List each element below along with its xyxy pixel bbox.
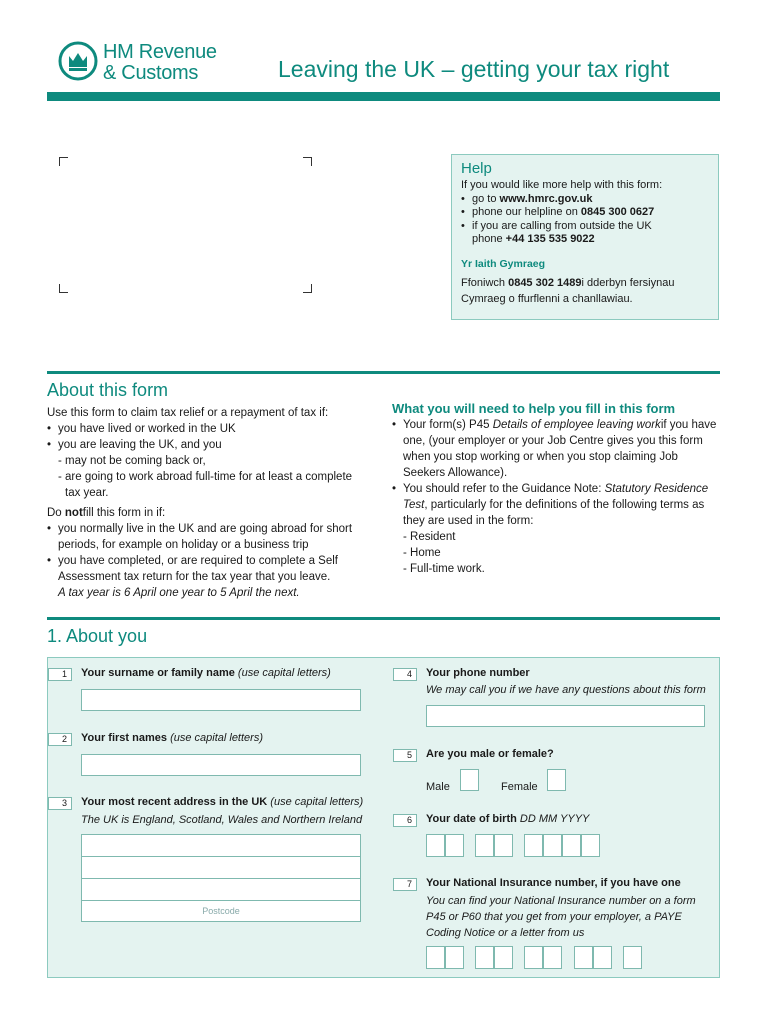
first-names-label-text: Your first names [81, 732, 167, 744]
header-divider [47, 92, 720, 101]
question-number: 5 [393, 749, 417, 762]
ni-char-box[interactable] [494, 946, 513, 969]
crop-mark-top-left [59, 157, 68, 166]
exclusion-list [47, 521, 367, 601]
ni-char-box[interactable] [593, 946, 612, 969]
need-heading: What you will need to help you fill in this form [392, 401, 676, 416]
help-box [451, 154, 719, 320]
male-checkbox[interactable] [460, 769, 479, 791]
ni-char-box[interactable] [426, 946, 445, 969]
welsh-prefix: Ffoniwch [461, 276, 509, 289]
postcode-label: Postcode [202, 906, 240, 916]
help-list [461, 193, 709, 247]
need-p45-suffix: if you have one, (your employer or your Job Centre gives you this form when you stop working or when you stop claiming Job Seekers Allowance). [403, 419, 717, 479]
help-item-helpline-text: phone our helpline on [472, 206, 581, 219]
female-checkbox[interactable] [547, 769, 566, 791]
question-number: 1 [48, 668, 72, 681]
crown-emblem-icon [58, 40, 98, 82]
address-label-text: Your most recent address in the UK [81, 796, 268, 808]
address-label-note: (use capital letters) [270, 796, 364, 808]
need-item-p45 [392, 417, 722, 481]
about-title: About this form [47, 380, 169, 400]
address-label [81, 796, 363, 808]
ni-char-box[interactable] [524, 946, 543, 969]
need-guidance-prefix: You should refer to the Guidance Note: [403, 483, 605, 495]
criteria-subitem: - are going to work abroad full-time for at least a complete tax year. [58, 471, 353, 499]
need-guidance-title: Statutory Residence Test [403, 483, 709, 511]
section1-title: 1. About you [47, 626, 148, 646]
phone-hint: We may call you if we have any questions about this form [426, 684, 706, 696]
first-names-label [81, 732, 263, 744]
dob-format: DD MM YYYY [519, 813, 590, 825]
dob-digit-box[interactable] [494, 834, 513, 857]
need-list [392, 417, 722, 529]
crop-mark-bottom-left [59, 284, 68, 293]
ni-number-input-group [426, 946, 646, 970]
help-item-helpline [461, 206, 709, 219]
male-label: Male [426, 781, 450, 793]
tax-year-note: A tax year is 6 April one year to 5 April the next. [58, 587, 300, 599]
dob-digit-box[interactable] [426, 834, 445, 857]
surname-input[interactable] [81, 689, 361, 711]
abroad-number: +44 135 535 9022 [505, 233, 595, 246]
logo-line-2: & Customs [103, 62, 199, 84]
crop-mark-top-right [303, 157, 312, 166]
about-divider [47, 371, 720, 374]
address-line-3-input[interactable] [81, 878, 361, 901]
phone-input[interactable] [426, 705, 705, 727]
term-item: - Resident [403, 531, 456, 543]
hmrc-logo [58, 40, 98, 87]
surname-label-text: Your surname or family name [81, 667, 235, 679]
help-intro: If you would like more help with this form: [461, 179, 663, 192]
help-item-website-text: go to [472, 192, 500, 205]
not-heading [47, 505, 367, 521]
section1-divider [47, 617, 720, 620]
help-item-abroad-prefix: phone [472, 233, 506, 246]
exclusion-item: • you normally live in the UK and are going abroad for short periods, for example on holiday or a business trip [47, 521, 367, 553]
address-hint: The UK is England, Scotland, Wales and Northern Ireland [81, 814, 363, 826]
ni-number-label: Your National Insurance number, if you have one [426, 877, 681, 889]
dob-input-group [426, 834, 606, 858]
term-item: - Full-time work. [403, 563, 485, 575]
welsh-number: 0845 302 1489 [508, 276, 582, 289]
term-item: - Home [403, 547, 441, 559]
ni-number-hint: You can find your National Insurance number on a form P45 or P60 that you get from your employer, a PAYE Coding Notice or a letter from us [426, 895, 696, 939]
dob-digit-box[interactable] [475, 834, 494, 857]
criteria-subitem: - may not be coming back or, [58, 455, 206, 467]
dob-label [426, 813, 589, 825]
not-suffix: fill this form in if: [82, 507, 166, 519]
help-item-abroad-text: if you are calling from outside the UK [472, 219, 652, 232]
postcode-input[interactable] [81, 900, 361, 922]
criteria-item: • you are leaving the UK, and you [47, 437, 367, 453]
need-p45-title: Details of employee leaving work [492, 419, 661, 431]
question-number: 6 [393, 814, 417, 827]
welsh-text [461, 275, 709, 307]
helpline-number: 0845 300 0627 [580, 206, 655, 219]
surname-label-note: (use capital letters) [237, 667, 331, 679]
question-number: 4 [393, 668, 417, 681]
help-item-abroad [461, 220, 709, 247]
gender-label: Are you male or female? [426, 748, 554, 760]
about-intro: Use this form to claim tax relief or a repayment of tax if: [47, 407, 329, 419]
first-names-input[interactable] [81, 754, 361, 776]
help-heading: Help [461, 160, 492, 177]
about-left-column [47, 405, 367, 601]
ni-char-box[interactable] [475, 946, 494, 969]
ni-char-box[interactable] [543, 946, 562, 969]
logo-wordmark [103, 42, 217, 84]
not-prefix: Do [47, 507, 65, 519]
criteria-item: • you have lived or worked in the UK [47, 421, 367, 437]
help-website-link[interactable]: www.hmrc.gov.uk [499, 192, 593, 205]
address-line-2-input[interactable] [81, 856, 361, 879]
female-label: Female [501, 781, 538, 793]
question-number: 3 [48, 797, 72, 810]
surname-label [81, 667, 331, 679]
exclusion-text: you have completed, or are required to complete a Self Assessment tax return for the tax year that you leave. [58, 555, 338, 583]
need-item-guidance [392, 481, 722, 529]
dob-digit-box[interactable] [562, 834, 581, 857]
need-p45-prefix: Your form(s) P45 [403, 419, 493, 431]
first-names-label-note: (use capital letters) [170, 732, 263, 744]
not-bold: not [64, 507, 83, 519]
ni-char-box[interactable] [574, 946, 593, 969]
dob-digit-box[interactable] [524, 834, 543, 857]
document-title: Leaving the UK – getting your tax right [278, 56, 670, 82]
phone-label: Your phone number [426, 667, 530, 679]
question-number: 7 [393, 878, 417, 891]
about-right-column [392, 401, 722, 577]
crop-mark-bottom-right [303, 284, 312, 293]
ni-char-box[interactable] [445, 946, 464, 969]
welsh-suffix: i dderbyn fersiynau Cymraeg o ffurflenni a chanllawiau. [461, 276, 675, 305]
help-item-website [461, 193, 709, 206]
question-number: 2 [48, 733, 72, 746]
exclusion-item [47, 553, 367, 601]
address-line-1-input[interactable] [81, 834, 361, 857]
logo-line-1: HM Revenue [103, 41, 217, 63]
ni-char-box[interactable] [623, 946, 642, 969]
need-guidance-suffix: , particularly for the definitions of the following terms as they are used in the form: [403, 499, 705, 527]
dob-digit-box[interactable] [543, 834, 562, 857]
dob-digit-box[interactable] [581, 834, 600, 857]
welsh-heading: Yr Iaith Gymraeg [461, 258, 546, 271]
dob-label-text: Your date of birth [426, 813, 517, 825]
dob-digit-box[interactable] [445, 834, 464, 857]
about-criteria-list [47, 421, 367, 453]
